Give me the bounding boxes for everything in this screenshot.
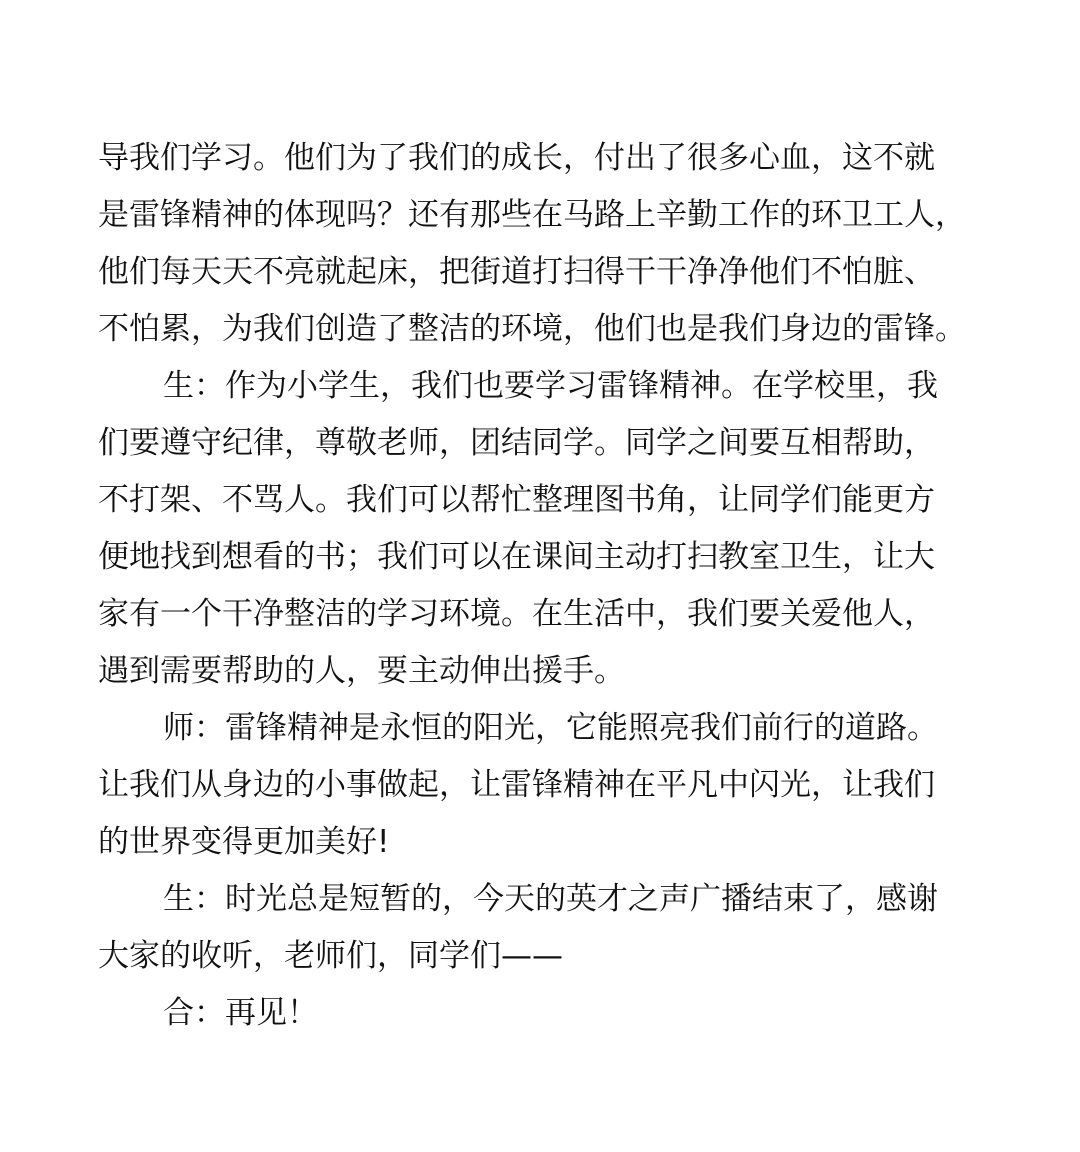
paragraph-line: 便地找到想看的书；我们可以在课间主动打扫教室卫生，让大 xyxy=(98,539,935,575)
paragraph-line: 家有一个干净整洁的学习环境。在生活中，我们要关爱他人， xyxy=(98,596,935,632)
paragraph-2 xyxy=(98,358,998,700)
document-body xyxy=(98,130,998,1042)
paragraph-line: 让我们从身边的小事做起，让雷锋精神在平凡中闪光，让我们 xyxy=(98,767,935,803)
paragraph-line: 遇到需要帮助的人，要主动伸出援手。 xyxy=(98,653,625,689)
paragraph-line: 们要遵守纪律，尊敬老师，团结同学。同学之间要互相帮助， xyxy=(98,425,935,461)
paragraph-line: 他们每天天不亮就起床，把街道打扫得干干净净他们不怕脏、 xyxy=(98,254,935,290)
paragraph-3 xyxy=(98,700,998,871)
paragraph-line: 生：时光总是短暂的，今天的英才之声广播结束了，感谢 xyxy=(163,881,938,917)
paragraph-line: 的世界变得更加美好! xyxy=(98,824,390,860)
paragraph-line: 不打架、不骂人。我们可以帮忙整理图书角，让同学们能更方 xyxy=(98,482,935,518)
paragraph-4 xyxy=(98,871,998,985)
paragraph-line: 大家的收听，老师们，同学们—— xyxy=(98,938,563,974)
paragraph-line: 导我们学习。他们为了我们的成长，付出了很多心血，这不就 xyxy=(98,140,935,176)
paragraph-line: 师：雷锋精神是永恒的阳光，它能照亮我们前行的道路。 xyxy=(163,710,938,746)
paragraph-line: 不怕累，为我们创造了整洁的环境，他们也是我们身边的雷锋。 xyxy=(98,311,966,347)
paragraph-line: 合：再见！ xyxy=(163,995,318,1031)
paragraph-5 xyxy=(98,985,998,1042)
paragraph-line: 生：作为小学生，我们也要学习雷锋精神。在学校里，我 xyxy=(163,368,938,404)
paragraph-line: 是雷锋精神的体现吗？还有那些在马路上辛勤工作的环卫工人， xyxy=(98,197,966,233)
paragraph-1 xyxy=(98,130,998,358)
